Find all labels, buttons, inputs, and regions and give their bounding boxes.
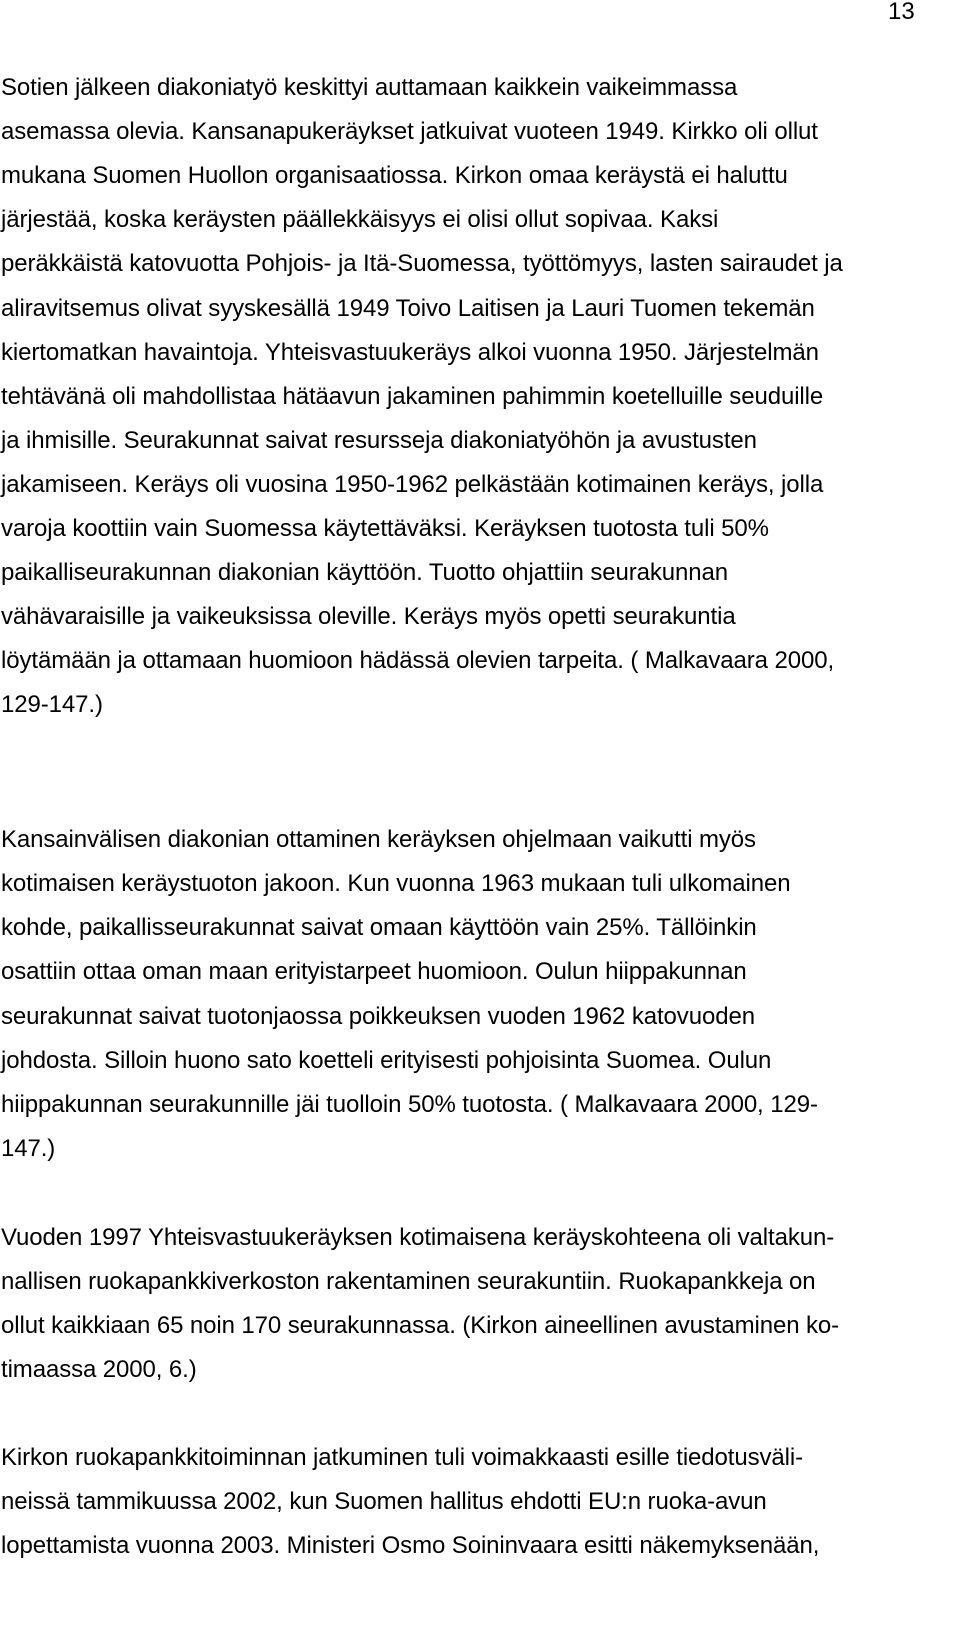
text-line: kotimaisen keräystuoton jakoon. Kun vuonna 1963 mukaan tuli ulkomainen bbox=[1, 870, 791, 897]
text-line: Kirkon ruokapankkitoiminnan jatkuminen tuli voimakkaasti esille tiedotusväli- bbox=[1, 1444, 804, 1471]
text-line: seurakunnat saivat tuotonjaossa poikkeuksen vuoden 1962 katovuoden bbox=[1, 1003, 755, 1030]
text-line: jakamiseen. Keräys oli vuosina 1950-1962 pelkästään kotimainen keräys, jolla bbox=[1, 471, 824, 498]
text-line: järjestää, koska keräysten päällekkäisyys ei olisi ollut sopivaa. Kaksi bbox=[1, 206, 719, 233]
text-line: ollut kaikkiaan 65 noin 170 seurakunnassa. (Kirkon aineellinen avustaminen ko- bbox=[1, 1312, 840, 1339]
text-line: johdosta. Silloin huono sato koetteli erityisesti pohjoisinta Suomea. Oulun bbox=[1, 1047, 772, 1074]
text-line: neissä tammikuussa 2002, kun Suomen hallitus ehdotti EU:n ruoka-avun bbox=[1, 1488, 767, 1515]
text-line: peräkkäistä katovuotta Pohjois- ja Itä-Suomessa, työttömyys, lasten sairaudet ja bbox=[1, 250, 843, 277]
page-number: 13 bbox=[888, 0, 915, 25]
text-line: tehtävänä oli mahdollistaa hätäavun jakaminen pahimmin koetelluille seuduille bbox=[1, 383, 824, 410]
text-line: lopettamista vuonna 2003. Ministeri Osmo Soininvaara esitti näkemyksenään, bbox=[1, 1532, 820, 1559]
text-line: hiippakunnan seurakunnille jäi tuolloin 50% tuotosta. ( Malkavaara 2000, 129- bbox=[1, 1091, 818, 1118]
text-line: aliravitsemus olivat syyskesällä 1949 Toivo Laitisen ja Lauri Tuomen tekemän bbox=[1, 295, 815, 322]
text-line: mukana Suomen Huollon organisaatiossa. Kirkon omaa keräystä ei haluttu bbox=[1, 162, 788, 189]
text-line: paikalliseurakunnan diakonian käyttöön. Tuotto ohjattiin seurakunnan bbox=[1, 559, 729, 586]
text-line: ja ihmisille. Seurakunnat saivat resursseja diakoniatyöhön ja avustusten bbox=[1, 427, 757, 454]
text-line: Kansainvälisen diakonian ottaminen keräyksen ohjelmaan vaikutti myös bbox=[1, 826, 756, 853]
text-line: kiertomatkan havaintoja. Yhteisvastuukeräys alkoi vuonna 1950. Järjestelmän bbox=[1, 339, 819, 366]
text-line: löytämään ja ottamaan huomioon hädässä olevien tarpeita. ( Malkavaara 2000, bbox=[1, 647, 835, 674]
text-line: vähävaraisille ja vaikeuksissa oleville. Keräys myös opetti seurakuntia bbox=[1, 603, 736, 630]
text-line: Sotien jälkeen diakoniatyö keskittyi auttamaan kaikkein vaikeimmassa bbox=[1, 74, 738, 101]
text-line: nallisen ruokapankkiverkoston rakentaminen seurakuntiin. Ruokapankkeja on bbox=[1, 1268, 816, 1295]
text-line: kohde, paikallisseurakunnat saivat omaan käyttöön vain 25%. Tällöinkin bbox=[1, 914, 757, 941]
text-line: osattiin ottaa oman maan erityistarpeet huomioon. Oulun hiippakunnan bbox=[1, 958, 747, 985]
text-line: 129-147.) bbox=[1, 691, 103, 718]
text-line: varoja koottiin vain Suomessa käytettäväksi. Keräyksen tuotosta tuli 50% bbox=[1, 515, 769, 542]
text-line: asemassa olevia. Kansanapukeräykset jatkuivat vuoteen 1949. Kirkko oli ollut bbox=[1, 118, 818, 145]
text-line: Vuoden 1997 Yhteisvastuukeräyksen kotimaisena keräyskohteena oli valtakun- bbox=[1, 1224, 835, 1251]
text-line: 147.) bbox=[1, 1135, 56, 1162]
text-line: timaassa 2000, 6.) bbox=[1, 1356, 197, 1383]
